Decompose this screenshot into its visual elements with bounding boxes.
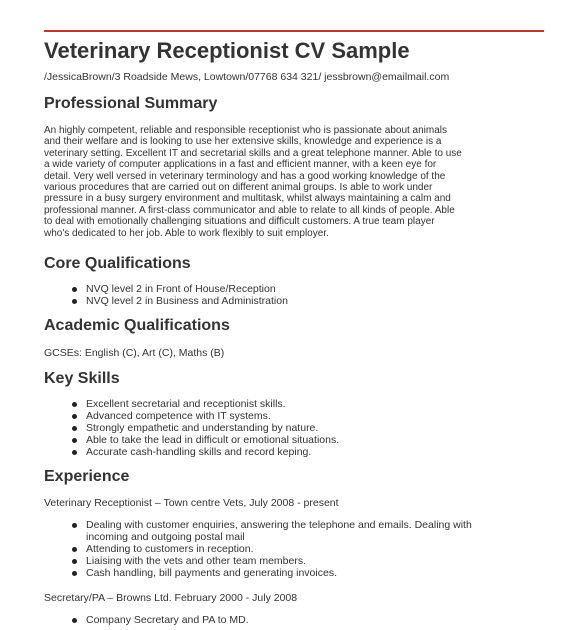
list-item: Liaising with the vets and other team members. [72,555,472,567]
key-skills-heading: Key Skills [44,370,120,387]
key-skills-list [72,398,339,458]
list-item: Advanced competence with IT systems. [72,410,339,422]
summary-paragraph [44,125,544,239]
list-item: Attending to customers in reception. [72,543,472,555]
summary-line: professional manner. A first-class communicator and able to relate to all kinds of people. Able [44,204,455,216]
summary-line: An highly competent, reliable and responsible receptionist who is passionate about animals [44,125,448,136]
job-title: Veterinary Receptionist – Town centre Vets, July 2008 - present [44,497,339,509]
top-divider [44,30,544,32]
summary-line: detail. Very well versed in veterinary terminology and has a good working knowledge of the [44,170,446,182]
summary-line: various procedures that are carried out on different animal groups. Is able to work under [44,182,433,194]
job-duties-list [72,614,249,626]
list-item: NVQ level 2 in Front of House/Reception [72,283,288,295]
academic-qualifications-heading: Academic Qualifications [44,317,230,334]
job-duties-list [72,519,472,579]
summary-line: veterinary setting. Excellent IT and secretarial skills and a great telephone manner. Able to use [44,147,462,159]
job-title: Secretary/PA – Browns Ltd. February 2000 - July 2008 [44,592,298,604]
list-item: Company Secretary and PA to MD. [72,614,249,626]
core-qualifications-heading: Core Qualifications [44,255,191,272]
list-item: Accurate cash-handling skills and record keping. [72,446,339,458]
summary-line: to deal with emotionally challenging situations and difficult customers. A true team player [44,216,435,228]
summary-line: and their welfare and is looking to use her extensive skills, knowledge and experience is a [44,136,442,148]
list-item: NVQ level 2 in Business and Administration [72,295,288,307]
list-item [72,519,472,543]
summary-heading: Professional Summary [44,95,218,112]
list-item-line: incoming and outgoing postal mail [86,531,245,543]
list-item: Cash handling, bill payments and generating invoices. [72,567,472,579]
academic-qualifications-text: GCSEs: English (C), Art (C), Maths (B) [44,347,225,359]
summary-line: a wide variety of computer applications in a fast and efficient manner, with a keen eye for [44,159,437,171]
list-item-line: Dealing with customer enquiries, answering the telephone and emails. Dealing with [86,519,472,531]
list-item: Excellent secretarial and receptionist skills. [72,398,339,410]
summary-line: who's dedicated to her job. Able to work flexibly to suit employer. [44,227,329,239]
contact-line: /JessicaBrown/3 Roadside Mews, Lowtown/07768 634 321/ jessbrown@emailmail.com [44,71,450,83]
core-qualifications-list [72,283,288,307]
experience-heading: Experience [44,468,130,485]
list-item: Strongly empathetic and understanding by nature. [72,422,339,434]
list-item: Able to take the lead in difficult or emotional situations. [72,434,339,446]
page-title: Veterinary Receptionist CV Sample [44,38,410,63]
summary-line: pressure in a busy surgery environment and multitask, whilst always maintaining a calm and [44,193,451,205]
